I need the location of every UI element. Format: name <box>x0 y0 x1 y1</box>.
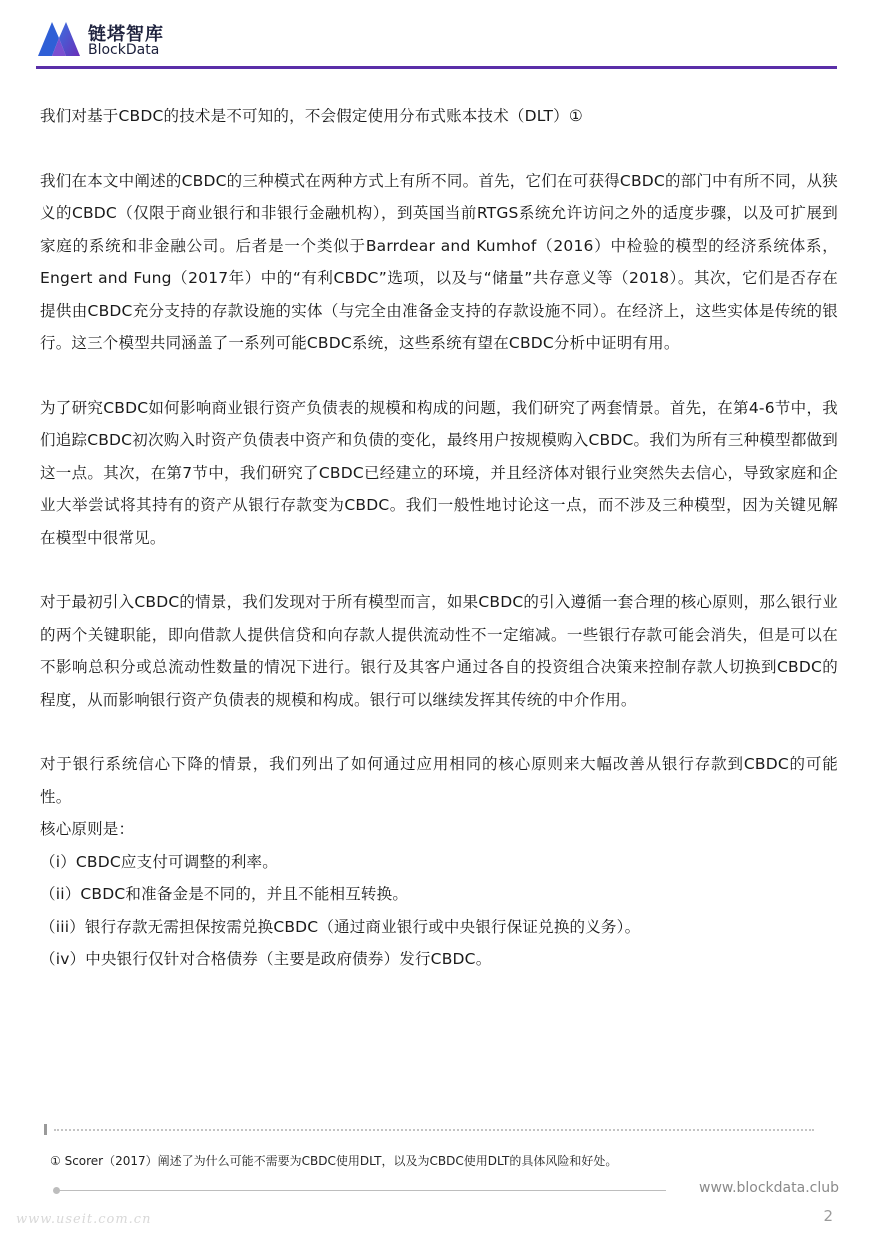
footer-url[interactable]: www.blockdata.club <box>699 1180 839 1196</box>
principles-intro: 核心原则是： <box>40 820 135 838</box>
brand-name-chinese: 链塔智库 <box>88 24 164 45</box>
paragraph-three-models: 我们在本文中阐述的CBDC的三种模式在两种方式上有所不同。首先，它们在可获得CBDC的部门中有所不同，从狭义的CBDC（仅限于商业银行和非银行金融机构），到英国当前RTGS系统允许访问之外的适度步骤，以及可扩展到家庭的系统和非金融公司。后者是一个类似于Barrdear and Kumhof（2016）中检验的模型的经济系统体系，Engert and Fung（2017年）中的“有利CBDC”选项，以及与“储量”共存意义等（2018）。其次，它们是否存在提供由CBDC充分支持的存款设施的实体（与完全由准备金支持的存款设施不同）。在经济上，这些实体是传统的银行。这三个模型共同涵盖了一系列可能CBDC系统，这些系统有望在CBDC分析中证明有用。 <box>40 171 838 352</box>
paragraph-dlt: 我们对基于CBDC的技术是不可知的，不会假定使用分布式账本技术（DLT）① <box>40 107 583 125</box>
document-body <box>40 100 838 976</box>
header-divider <box>36 66 837 69</box>
principle-item: （iii）银行存款无需担保按需兑换CBDC（通过商业银行或中央银行保证兑换的义务）。 <box>40 917 641 936</box>
blockdata-logo-icon <box>36 18 82 58</box>
page-number: 2 <box>823 1207 833 1225</box>
watermark: www.useit.com.cn <box>16 1212 152 1227</box>
footnote-divider <box>44 1124 814 1136</box>
paragraph-scenarios: 为了研究CBDC如何影响商业银行资产负债表的规模和构成的问题，我们研究了两套情景。首先，在第4-6节中，我们追踪CBDC初次购入时资产负债表中资产和负债的变化，最终用户按规模购入CBDC。我们为所有三种模型都做到这一点。其次，在第7节中，我们研究了CBDC已经建立的环境，并且经济体对银行业突然失去信心，导致家庭和企业大举尝试将其持有的资产从银行存款变为CBDC。我们一般性地讨论这一点，而不涉及三种模型，因为关键见解在模型中很常见。 <box>40 398 838 547</box>
paragraph-introduction-scenario: 对于最初引入CBDC的情景，我们发现对于所有模型而言，如果CBDC的引入遵循一套合理的核心原则，那么银行业的两个关键职能，即向借款人提供信贷和向存款人提供流动性不一定缩减。一些银行存款可能会消失，但是可以在不影响总积分或总流动性数量的情况下进行。银行及其客户通过各自的投资组合决策来控制存款人切换到CBDC的程度，从而影响银行资产负债表的规模和构成。银行可以继续发挥其传统的中介作用。 <box>40 593 838 709</box>
footer-divider <box>56 1190 666 1191</box>
footnote: ① Scorer（2017）阐述了为什么可能不需要为CBDC使用DLT，以及为CBDC使用DLT的具体风险和好处。 <box>50 1154 618 1168</box>
principle-item: （i）CBDC应支付可调整的利率。 <box>40 852 278 871</box>
principle-item: （iv）中央银行仅针对合格债券（主要是政府债券）发行CBDC。 <box>40 950 492 968</box>
paragraph-confidence-scenario: 对于银行系统信心下降的情景，我们列出了如何通过应用相同的核心原则来大幅改善从银行存款到CBDC的可能性。 <box>40 755 838 806</box>
page-header <box>36 18 837 72</box>
core-principles-list <box>40 846 838 976</box>
brand-name-english: BlockData <box>88 42 160 58</box>
principle-item: （ii）CBDC和准备金是不同的，并且不能相互转换。 <box>40 885 409 903</box>
